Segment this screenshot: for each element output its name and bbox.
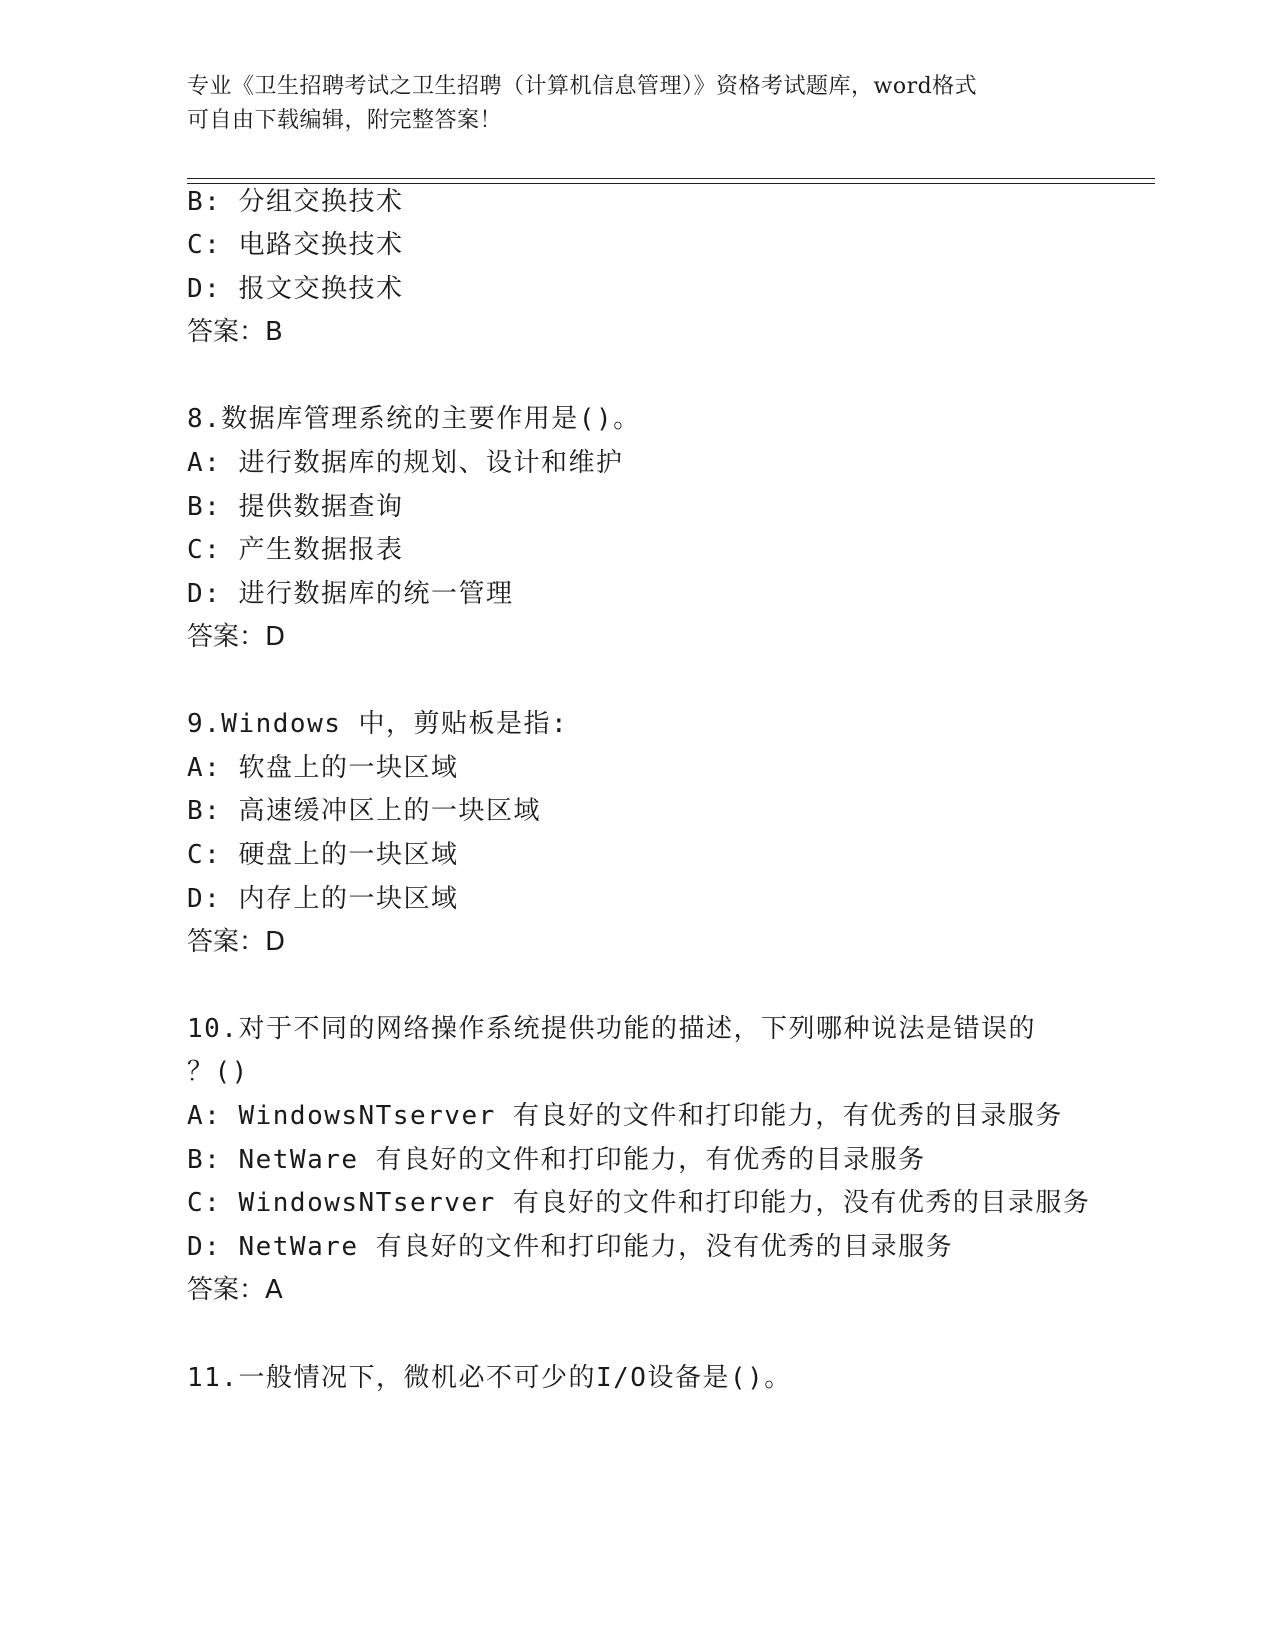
q9-option-b: B: 高速缓冲区上的一块区域 (187, 796, 541, 826)
q8-option-a: A: 进行数据库的规划、设计和维护 (187, 448, 624, 478)
document-header (187, 70, 1067, 138)
header-divider-bottom (187, 183, 1155, 184)
q7-answer: 答案：B (187, 317, 283, 347)
q9-question: 9.Windows 中，剪贴板是指: (187, 709, 569, 739)
q10-question-line-2: ？() (187, 1057, 249, 1087)
q9-answer: 答案：D (187, 927, 286, 957)
header-divider-top (187, 178, 1155, 179)
q8-option-b: B: 提供数据查询 (187, 492, 404, 522)
q11-question: 11.一般情况下，微机必不可少的I/O设备是()。 (187, 1363, 792, 1393)
q8-option-d: D: 进行数据库的统一管理 (187, 579, 514, 609)
q10-question-line-1: 10.对于不同的网络操作系统提供功能的描述，下列哪种说法是错误的 (187, 1014, 1036, 1044)
q10-answer: 答案：A (187, 1275, 283, 1305)
header-line-2: 可自由下载编辑，附完整答案！ (187, 108, 503, 133)
q10-option-a: A: WindowsNTserver 有良好的文件和打印能力，有优秀的目录服务 (187, 1101, 1063, 1131)
q9-option-d: D: 内存上的一块区域 (187, 884, 459, 914)
q9-option-c: C: 硬盘上的一块区域 (187, 840, 459, 870)
q7-option-b: B: 分组交换技术 (187, 187, 404, 217)
q10-option-c: C: WindowsNTserver 有良好的文件和打印能力，没有优秀的目录服务 (187, 1188, 1091, 1218)
q10-option-d: D: NetWare 有良好的文件和打印能力，没有优秀的目录服务 (187, 1232, 954, 1262)
q9-option-a: A: 软盘上的一块区域 (187, 753, 459, 783)
header-line-1: 专业《卫生招聘考试之卫生招聘（计算机信息管理）》资格考试题库，word格式 (187, 74, 978, 99)
q8-question: 8.数据库管理系统的主要作用是()。 (187, 404, 641, 434)
q8-option-c: C: 产生数据报表 (187, 535, 404, 565)
q7-option-c: C: 电路交换技术 (187, 230, 404, 260)
q10-option-b: B: NetWare 有良好的文件和打印能力，有优秀的目录服务 (187, 1145, 926, 1175)
q7-option-d: D: 报文交换技术 (187, 274, 404, 304)
q8-answer: 答案：D (187, 622, 286, 652)
